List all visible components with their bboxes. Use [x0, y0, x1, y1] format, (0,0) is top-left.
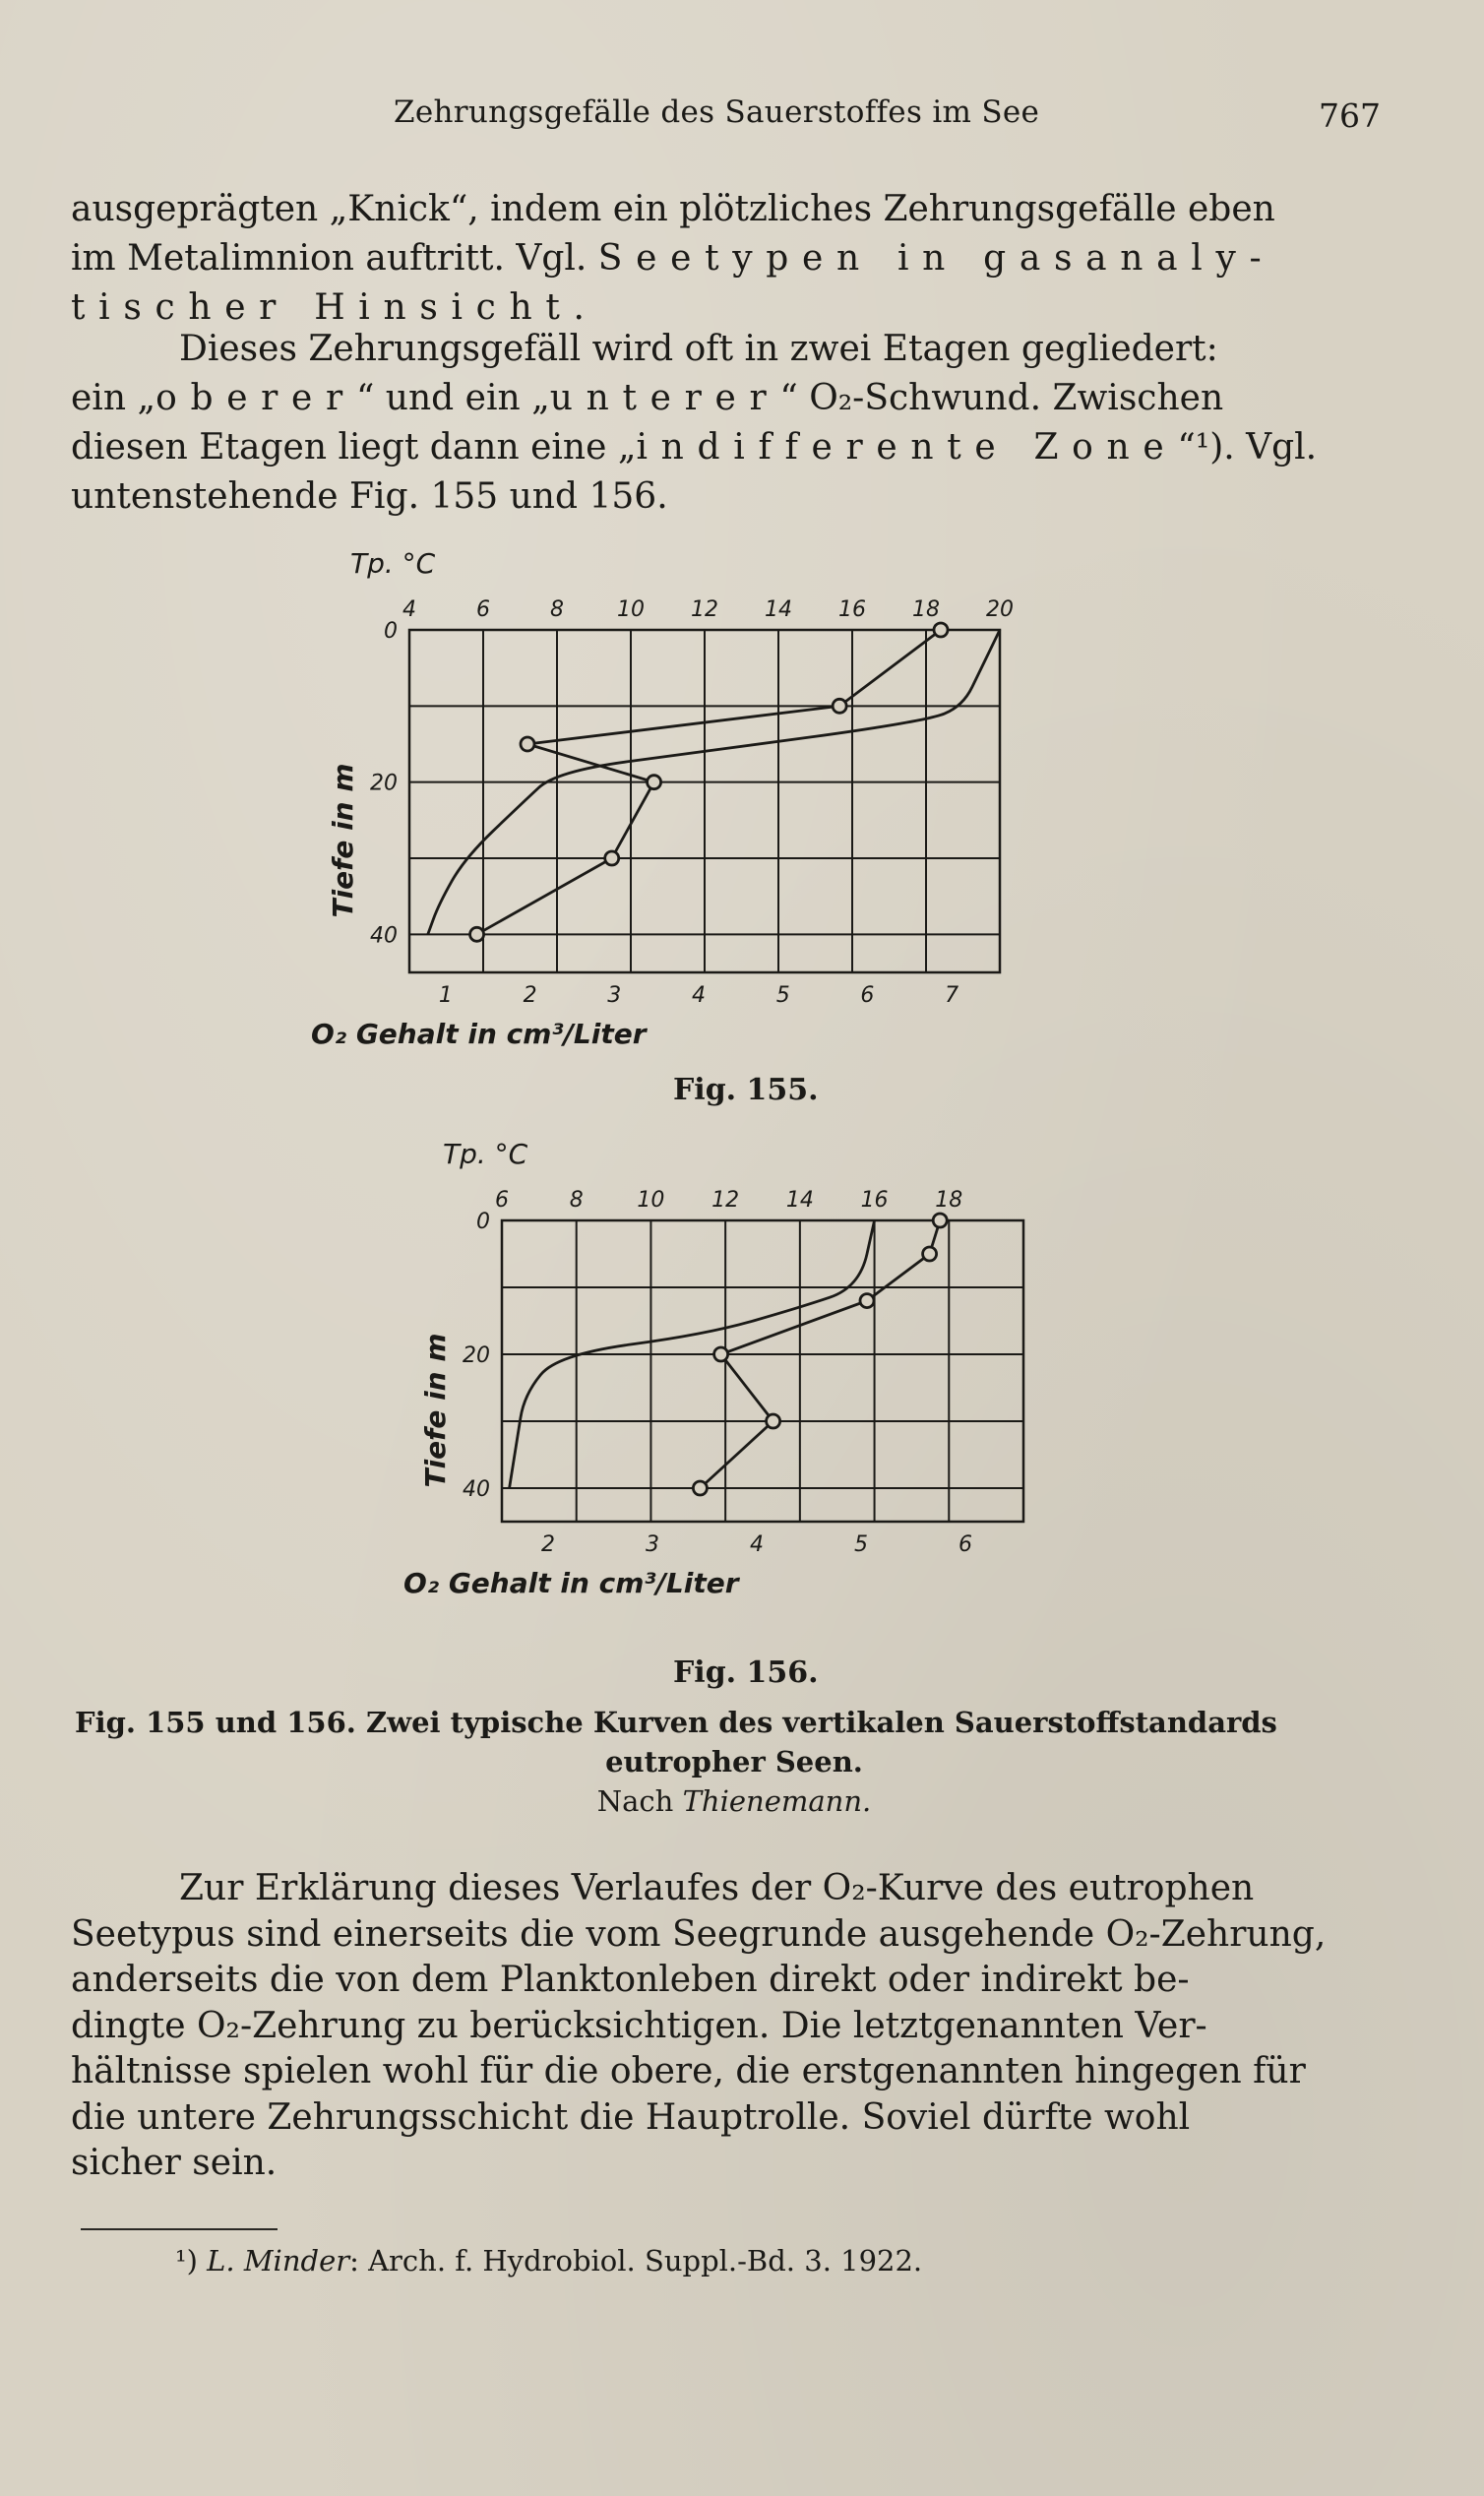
- o2-data-point: [923, 1247, 937, 1261]
- paragraph-3-line-5: hältnisse spielen wohl für die obere, die erstgenannten hingegen für: [71, 2051, 1306, 2091]
- text-run: diesen Etagen liegt dann eine „: [71, 427, 637, 468]
- text-run: Nach: [596, 1784, 683, 1818]
- paragraph-2-line-4: untenstehende Fig. 155 und 156.: [71, 476, 668, 517]
- text-run: “¹). Vgl.: [1177, 427, 1318, 468]
- paragraph-3-line-7: sicher sein.: [71, 2143, 278, 2183]
- temp-tick-label: 14: [785, 1188, 814, 1213]
- temp-tick-label: 8: [550, 597, 564, 622]
- o2-data-point: [648, 776, 661, 789]
- o2-tick-label: 2: [541, 1532, 555, 1557]
- paragraph-3-line-2: Seetypus sind einerseits die vom Seegrunde ausgehende O₂-Zehrung,: [71, 1913, 1327, 1955]
- running-header: Zehrungsgefälle des Sauerstoffes im See: [394, 94, 1040, 130]
- spaced-text: Seetypen in gasanaly-: [597, 238, 1275, 279]
- o2-data-point: [521, 737, 534, 751]
- temp-tick-label: 6: [495, 1188, 509, 1213]
- paragraph-1-line-1: ausgeprägten „Knick“, indem ein plötzliches Zehrungsgefälle eben: [71, 189, 1275, 229]
- text-run: ein „: [71, 378, 156, 418]
- text-run: im Metalimnion auftritt. Vgl.: [71, 238, 598, 279]
- paragraph-3-line-6: die untere Zehrungsschicht die Hauptrolle. Soviel dürfte wohl: [71, 2096, 1191, 2138]
- o2-tick-label: 4: [750, 1532, 764, 1557]
- o2-tick-label: 5: [775, 983, 790, 1008]
- author-name: Thienemann.: [682, 1784, 872, 1818]
- figure-156-label: Fig. 156.: [673, 1655, 819, 1690]
- o2-data-point: [470, 927, 484, 941]
- temp-tick-label: 8: [569, 1188, 584, 1213]
- footnote-rule: [81, 2228, 278, 2230]
- depth-tick-label: 40: [370, 923, 398, 949]
- o2-data-point: [605, 851, 619, 865]
- text-run: “ O₂-Schwund. Zwischen: [779, 378, 1224, 418]
- footnote-text: : Arch. f. Hydrobiol. Suppl.-Bd. 3. 1922.: [349, 2244, 923, 2278]
- o2-data-point: [767, 1414, 780, 1428]
- o2-tick-label: 4: [692, 983, 706, 1008]
- temp-tick-label: 18: [912, 597, 940, 622]
- caption-line-3: [75, 1781, 1393, 1821]
- temp-tick-label: 14: [765, 597, 792, 622]
- figure-caption: [75, 1703, 1393, 1821]
- temp-axis-title: Tp. °C: [443, 1138, 528, 1170]
- o2-tick-label: 6: [860, 983, 875, 1008]
- footnote-author: L. Minder: [207, 2244, 350, 2278]
- temp-tick-label: 10: [637, 1188, 665, 1213]
- paragraph-2-line-3: [71, 423, 1386, 472]
- temp-tick-label: 20: [986, 597, 1014, 622]
- paragraph-1-line-3: tischer Hinsicht.: [71, 287, 598, 328]
- paragraph-3: [71, 1866, 1386, 2187]
- page-number: 767: [1319, 96, 1381, 135]
- temp-tick-label: 16: [860, 1188, 889, 1213]
- o2-tick-label: 1: [438, 983, 453, 1008]
- paragraph-2-line-2: [71, 374, 1386, 423]
- depth-tick-label: 0: [384, 619, 398, 644]
- o2-tick-label: 5: [854, 1532, 868, 1557]
- paragraph-3-line-1: Zur Erklärung dieses Verlaufes der O₂-Kurve des eutrophen: [179, 1868, 1255, 1908]
- depth-axis-title: Tiefe in m: [327, 763, 359, 918]
- o2-data-point: [934, 623, 948, 637]
- o2-tick-label: 6: [958, 1532, 972, 1557]
- o2-tick-label: 7: [945, 983, 959, 1008]
- depth-tick-label: 20: [370, 771, 398, 796]
- figure-155-label: Fig. 155.: [673, 1073, 819, 1107]
- o2-data-point: [933, 1214, 947, 1227]
- o2-axis-title: O₂ Gehalt in cm³/Liter: [403, 1567, 739, 1599]
- o2-data-point: [693, 1481, 707, 1495]
- paragraph-3-line-3: anderseits die von dem Planktonleben direkt oder indirekt be-: [71, 1960, 1190, 2000]
- paragraph-3-line-4: dingte O₂-Zehrung zu berücksichtigen. Die letztgenannten Ver-: [71, 2005, 1207, 2046]
- spaced-text: indifferente Zone: [636, 427, 1178, 468]
- caption-line-2: eutropher Seen.: [605, 1745, 863, 1778]
- depth-tick-label: 20: [463, 1343, 490, 1368]
- temp-tick-label: 12: [691, 597, 718, 622]
- temp-tick-label: 18: [935, 1188, 963, 1213]
- temp-tick-label: 10: [617, 597, 645, 622]
- temp-tick-label: 16: [838, 597, 866, 622]
- temp-tick-label: 12: [711, 1188, 740, 1213]
- figure-156-chart: [0, 1122, 1484, 1634]
- depth-tick-label: 40: [463, 1477, 490, 1502]
- o2-axis-title: O₂ Gehalt in cm³/Liter: [311, 1018, 647, 1050]
- o2-data-point: [714, 1347, 728, 1361]
- spaced-text: oberer: [155, 378, 356, 418]
- o2-data-point: [833, 699, 846, 713]
- o2-tick-label: 3: [607, 983, 622, 1008]
- temp-tick-label: 6: [476, 597, 490, 622]
- depth-tick-label: 0: [476, 1210, 490, 1234]
- paragraph-2: [71, 325, 1386, 522]
- caption-line-1: Fig. 155 und 156. Zwei typische Kurven des vertikalen Sauerstoffstandards: [75, 1706, 1277, 1739]
- paragraph-2-line-1: Dieses Zehrungsgefäll wird oft in zwei Etagen gegliedert:: [179, 329, 1218, 369]
- temp-axis-title: Tp. °C: [350, 547, 436, 580]
- paragraph-1: [71, 185, 1386, 333]
- temp-tick-label: 4: [402, 597, 416, 622]
- footnote: [175, 2244, 922, 2278]
- figure-155-chart: [0, 531, 1484, 1053]
- plot-frame: [502, 1220, 1023, 1522]
- o2-tick-label: 2: [523, 983, 537, 1008]
- spaced-text: unterer: [549, 378, 780, 418]
- o2-data-point: [860, 1294, 874, 1308]
- footnote-mark: ¹): [175, 2244, 198, 2278]
- paragraph-1-line-2: [71, 234, 1386, 283]
- o2-tick-label: 3: [646, 1532, 659, 1557]
- depth-axis-title: Tiefe in m: [419, 1333, 452, 1488]
- text-run: “ und ein „: [355, 378, 550, 418]
